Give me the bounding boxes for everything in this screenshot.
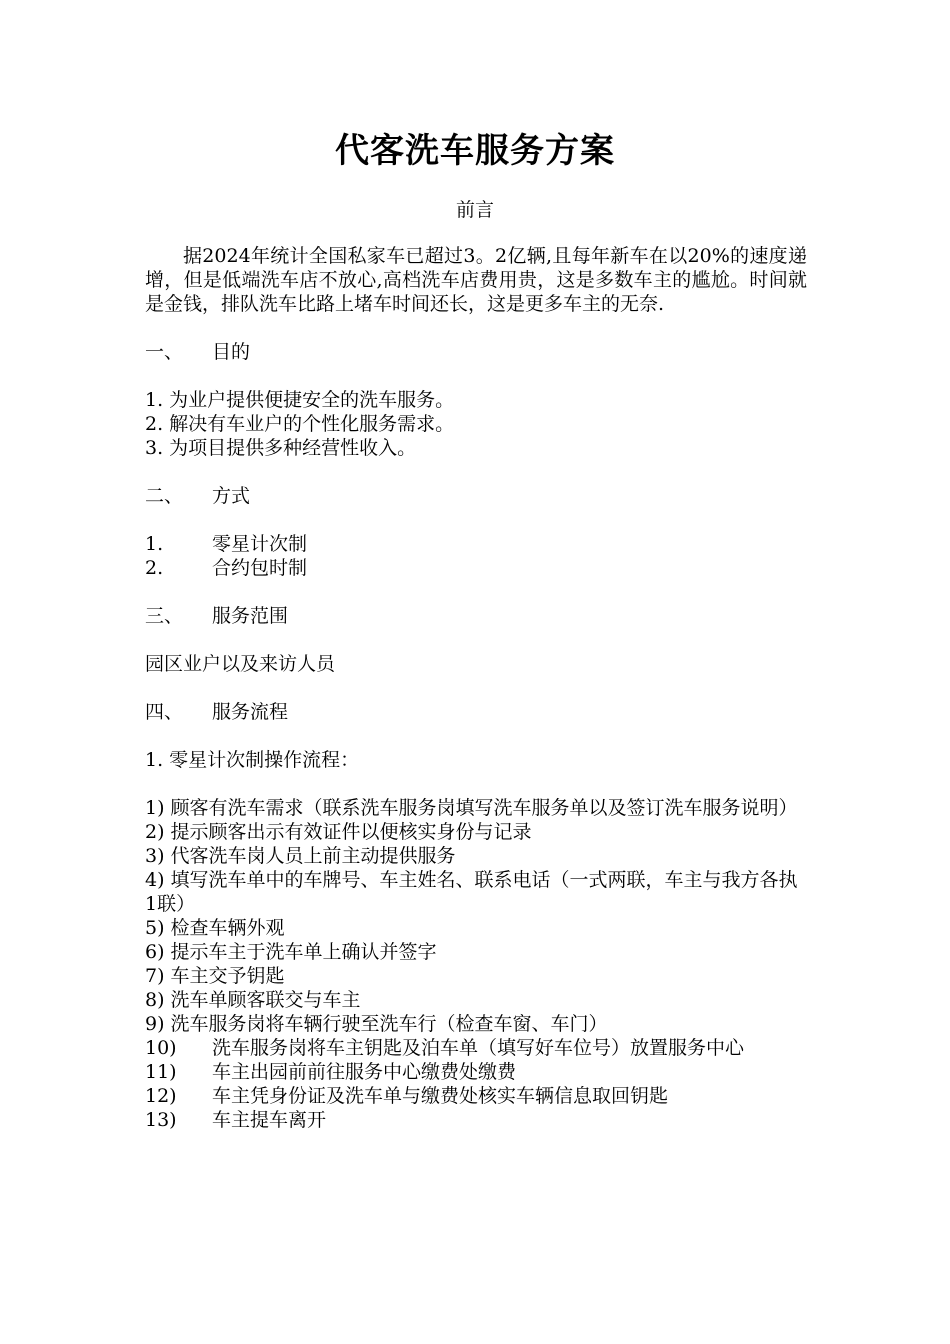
- section-number: 四、: [145, 701, 184, 723]
- section-title: 服务范围: [212, 605, 289, 627]
- flow-step: 5) 检查车辆外观: [145, 917, 285, 939]
- flow-step: 4) 填写洗车单中的车牌号、车主姓名、联系电话（一式两联，车主与我方各执1联）: [145, 869, 798, 915]
- flow-step-text: 车主凭身份证及洗车单与缴费处核实车辆信息取回钥匙: [212, 1085, 669, 1107]
- list-item: 3. 为项目提供多种经营性收入。: [145, 437, 417, 459]
- section-heading-scope: [145, 604, 807, 628]
- list-item: 2. 解决有车业户的个性化服务需求。: [145, 413, 455, 435]
- purpose-list: [145, 388, 807, 460]
- list-item: [145, 556, 807, 580]
- section-title: 服务流程: [212, 701, 289, 723]
- section-number: 二、: [145, 485, 184, 507]
- flow-step-text: 车主提车离开: [212, 1109, 327, 1131]
- intro-paragraph: 据2024年统计全国私家车已超过3。2亿辆,且每年新车在以20%的速度递增，但是低端洗车店不放心,高档洗车店费用贵，这是多数车主的尴尬。时间就是金钱，排队洗车比路上堵车时间还长，这是更多车主的无奈.: [145, 245, 807, 315]
- flow-subheading: 1. 零星计次制操作流程：: [145, 749, 360, 771]
- flow-step: 7) 车主交予钥匙: [145, 965, 285, 987]
- list-item: 1. 为业户提供便捷安全的洗车服务。: [145, 389, 455, 411]
- flow-step: 3) 代客洗车岗人员上前主动提供服务: [145, 845, 456, 867]
- flow-step: [145, 1084, 807, 1108]
- document-title: 代客洗车服务方案: [335, 131, 615, 171]
- flow-step: 8) 洗车单顾客联交与车主: [145, 989, 361, 1011]
- method-list: [145, 532, 807, 580]
- preface-heading: 前言: [455, 199, 494, 221]
- flow-step: 6) 提示车主于洗车单上确认并签字: [145, 941, 437, 963]
- section-heading-method: [145, 484, 807, 508]
- document-body: [145, 244, 807, 1132]
- flow-step: 2) 提示顾客出示有效证件以便核实身份与记录: [145, 821, 532, 843]
- flow-step: 1) 顾客有洗车需求（联系洗车服务岗填写洗车服务单以及签订洗车服务说明）: [145, 797, 798, 819]
- scope-text: 园区业户以及来访人员: [145, 653, 336, 675]
- section-heading-flow: [145, 700, 807, 724]
- section-number: 一、: [145, 341, 184, 363]
- list-item-text: 合约包时制: [212, 557, 308, 579]
- section-title: 目的: [212, 341, 251, 363]
- flow-step: [145, 1060, 807, 1084]
- section-title: 方式: [212, 485, 251, 507]
- flow-step-text: 洗车服务岗将车主钥匙及泊车单（填写好车位号）放置服务中心: [212, 1037, 745, 1059]
- flow-step-number: 13): [145, 1109, 177, 1131]
- list-item-number: 2.: [145, 557, 164, 579]
- section-number: 三、: [145, 605, 184, 627]
- flow-step-text: 车主出园前前往服务中心缴费处缴费: [212, 1061, 517, 1083]
- flow-step: [145, 1036, 807, 1060]
- list-item: [145, 532, 807, 556]
- section-heading-purpose: [145, 340, 807, 364]
- flow-step-number: 12): [145, 1085, 177, 1107]
- flow-step: [145, 1108, 807, 1132]
- list-item-text: 零星计次制: [212, 533, 308, 555]
- flow-step: 9) 洗车服务岗将车辆行驶至洗车行（检查车窗、车门）: [145, 1013, 608, 1035]
- flow-step-list: [145, 796, 807, 1132]
- flow-step-number: 11): [145, 1061, 177, 1083]
- list-item-number: 1.: [145, 533, 164, 555]
- flow-step-number: 10): [145, 1037, 177, 1059]
